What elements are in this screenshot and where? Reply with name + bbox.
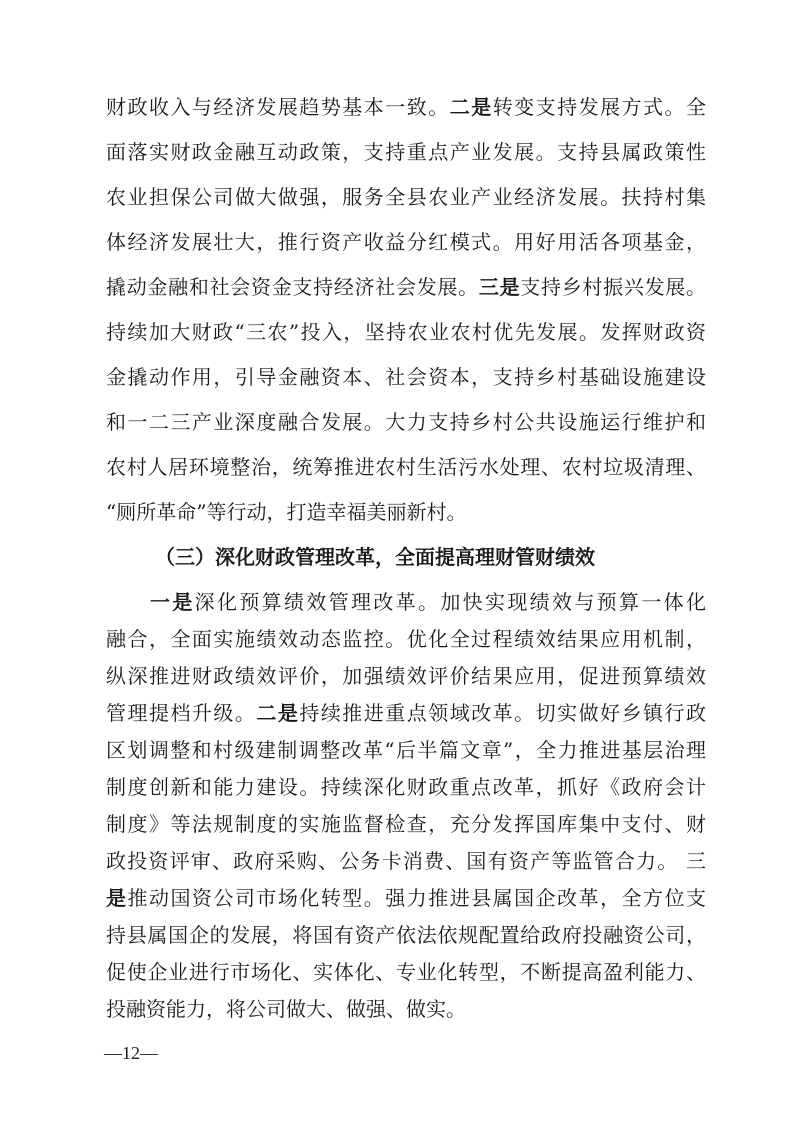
paragraph-line: 撬动金融和社会资金支持经济社会发展。三是支持乡村振兴发展。: [106, 275, 706, 299]
paragraph-line: 政投资评审、政府采购、公务卡消费、国有资产等监管合力。 三: [106, 849, 706, 873]
paragraph-line: 纵深推进财政绩效评价，加强绩效评价结果应用，促进预算绩效: [106, 664, 706, 688]
paragraph-line: “厕所革命”等行动，打造幸福美丽新村。: [106, 500, 467, 524]
paragraph-line: 和一二三产业深度融合发展。大力支持乡村公共设施运行维护和: [106, 410, 706, 434]
paragraph-line: 财政收入与经济发展趋势基本一致。二是转变支持发展方式。全: [106, 95, 706, 119]
paragraph-line: 是推动国资公司市场化转型。强力推进县属国企改革，全方位支: [106, 886, 706, 910]
section-heading: （三）深化财政管理改革，全面提高理财管财绩效: [155, 545, 595, 569]
paragraph-line: 体经济发展壮大，推行资产收益分红模式。用好用活各项基金，: [106, 230, 706, 254]
emphasis-label: 二是: [449, 95, 493, 119]
emphasis-label: 二是: [256, 701, 300, 725]
paragraph-line: 持县属国企的发展，将国有资产依法依规配置给政府投融资公司，: [106, 923, 706, 947]
paragraph-line: 农村人居环境整治，统筹推进农村生活污水处理、农村垃圾清理、: [106, 455, 706, 479]
paragraph-line: 一是深化预算绩效管理改革。加快实现绩效与预算一体化: [150, 590, 706, 614]
paragraph-line: 面落实财政金融互动政策，支持重点产业发展。支持县属政策性: [106, 140, 706, 164]
paragraph-line: 持续加大财政“三农”投入，坚持农业农村优先发展。发挥财政资: [106, 320, 706, 344]
paragraph-line: 制度创新和能力建设。持续深化财政重点改革，抓好《政府会计: [106, 775, 706, 799]
emphasis-label: 是: [106, 886, 128, 910]
page-number: —12—: [104, 1043, 158, 1063]
paragraph-line: 区划调整和村级建制调整改革“后半篇文章”，全力推进基层治理: [106, 738, 706, 762]
emphasis-label: 一是: [150, 590, 195, 614]
paragraph-line: 融合，全面实施绩效动态监控。优化全过程绩效结果应用机制，: [106, 627, 706, 651]
paragraph-line: 管理提档升级。二是持续推进重点领域改革。切实做好乡镇行政: [106, 701, 706, 725]
paragraph-line: 促使企业进行市场化、实体化、专业化转型，不断提高盈利能力、: [106, 960, 706, 984]
emphasis-label: 三是: [478, 275, 521, 299]
paragraph-line: 制度》等法规制度的实施监督检查，充分发挥国库集中支付、财: [106, 812, 706, 836]
paragraph-line: 金撬动作用，引导金融资本、社会资本，支持乡村基础设施建设: [106, 365, 706, 389]
paragraph-line: 投融资能力，将公司做大、做强、做实。: [106, 997, 466, 1021]
paragraph-line: 农业担保公司做大做强，服务全县农业产业经济发展。扶持村集: [106, 185, 706, 209]
